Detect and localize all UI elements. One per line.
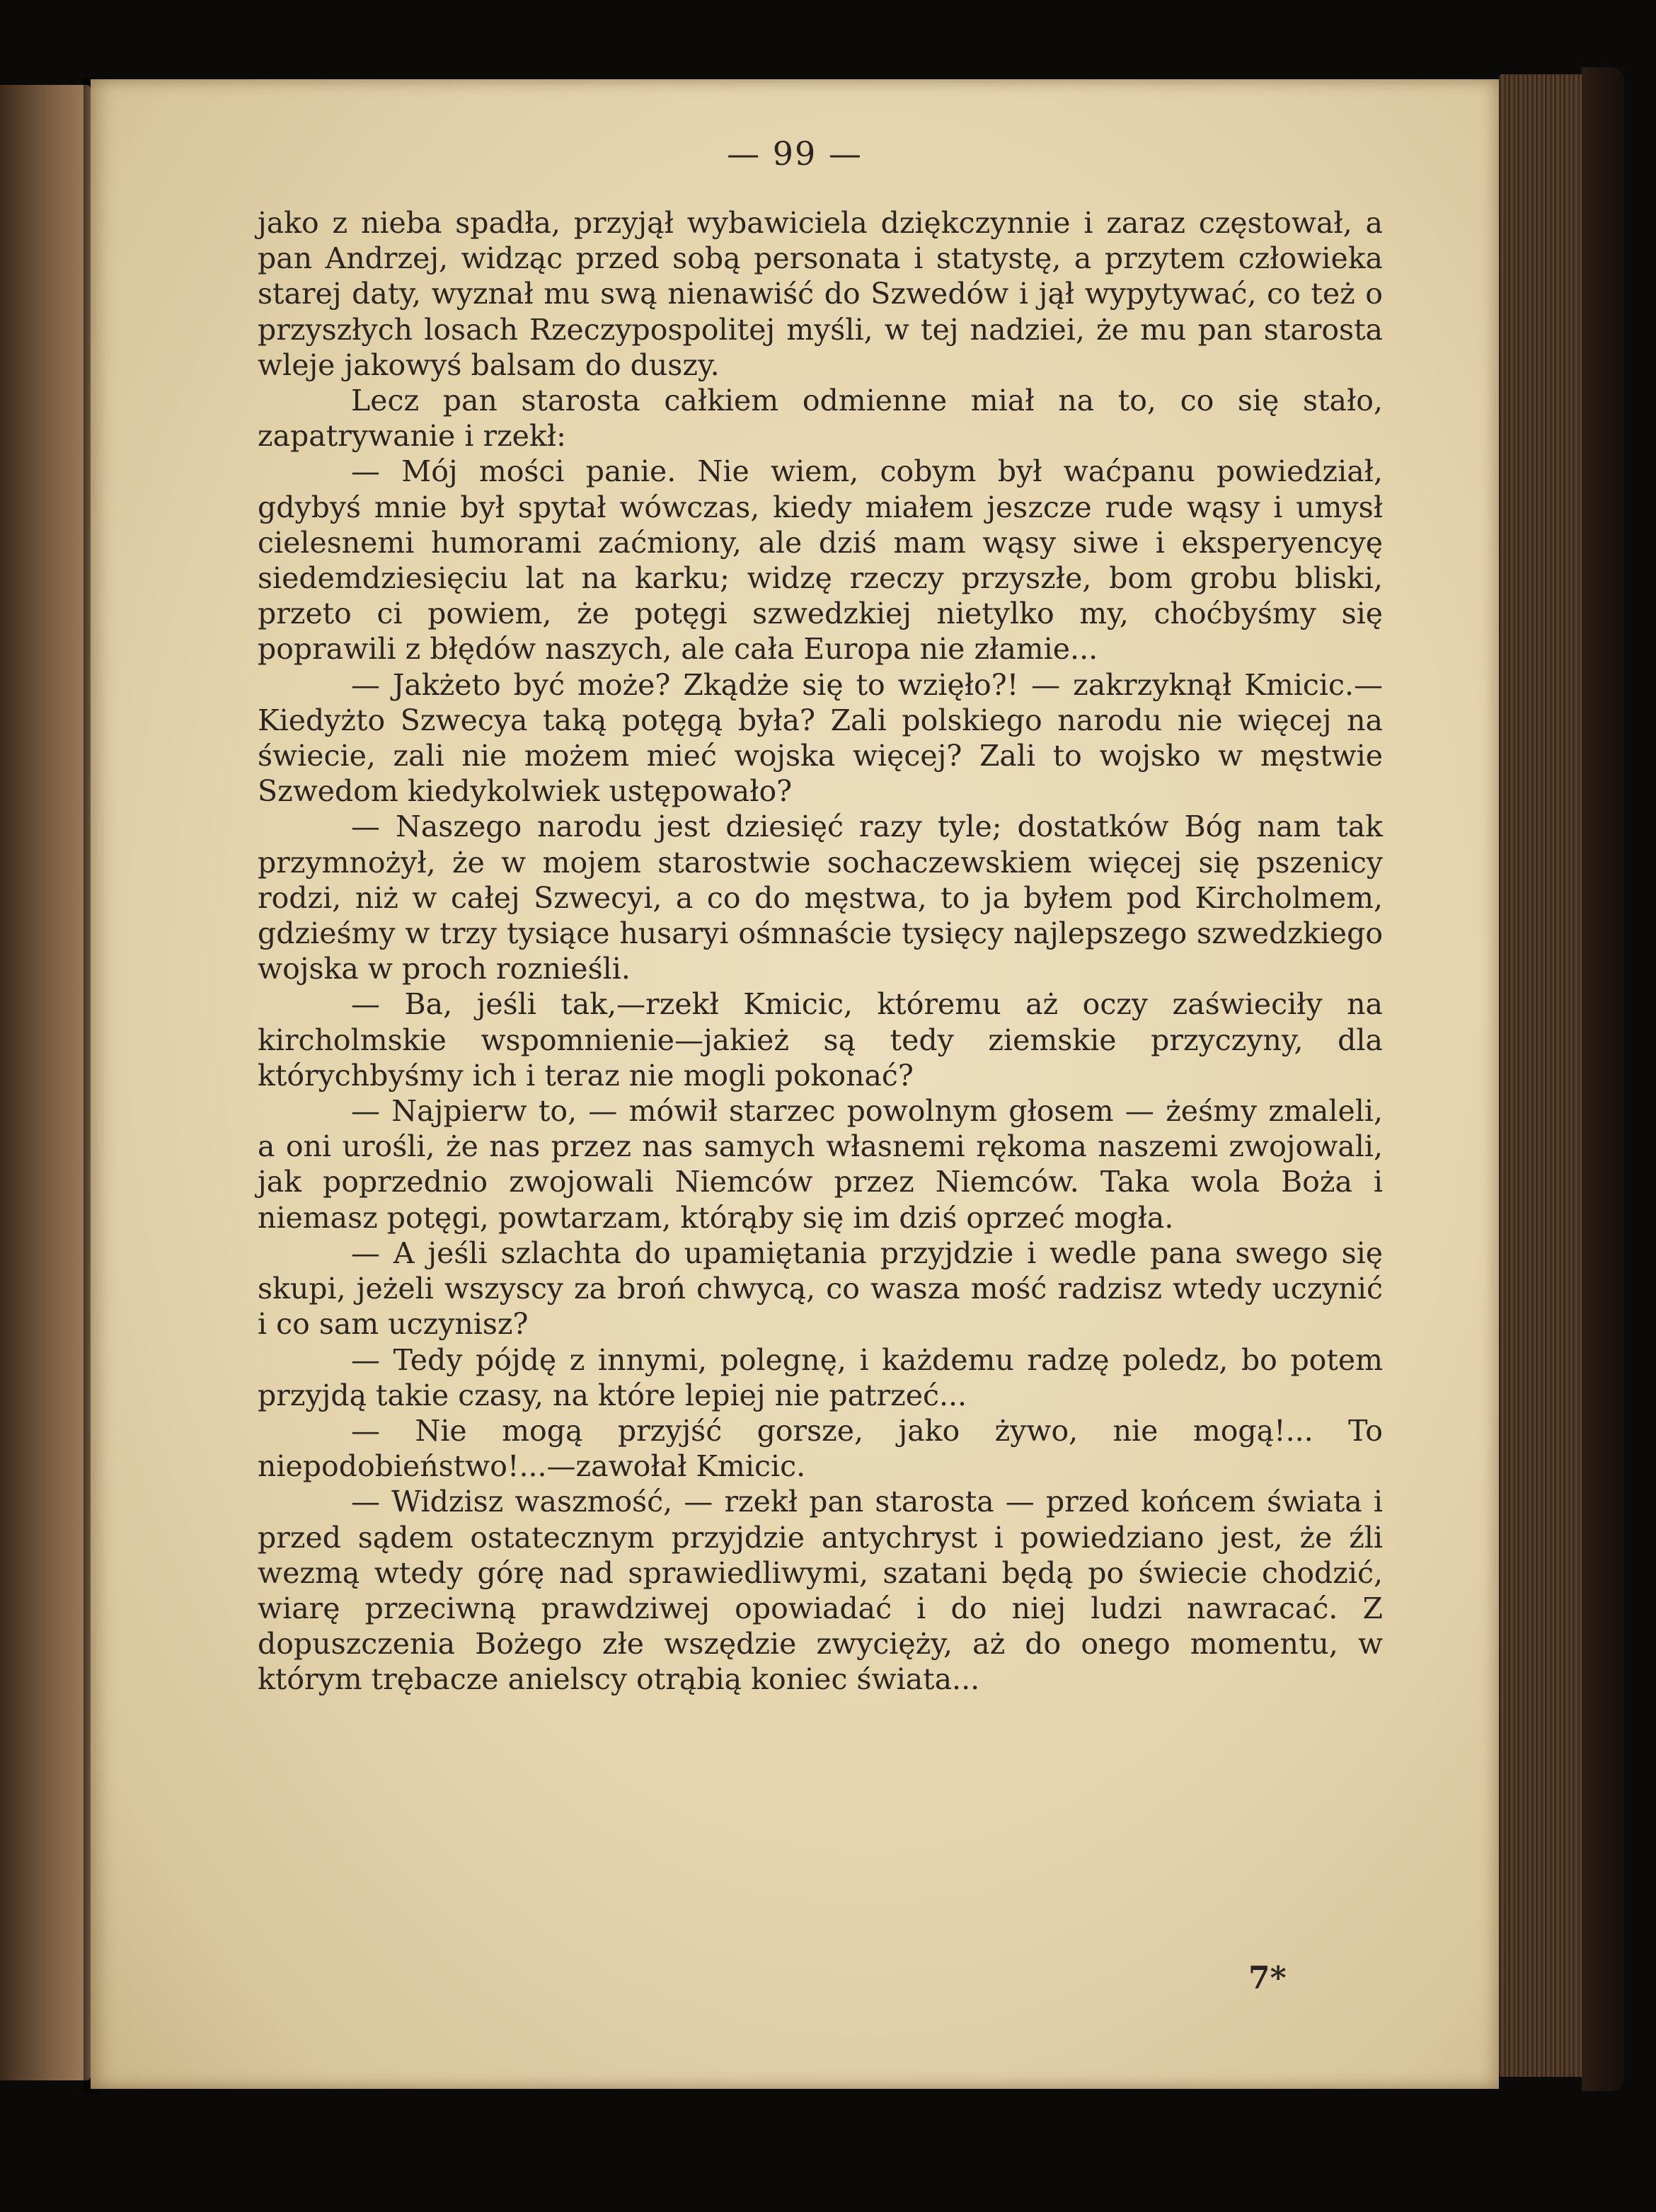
paragraph: — Tedy pójdę z innymi, polegnę, i każdemu radzę poledz, bo potem przyjdą takie czasy, na które lepiej nie patrzeć...: [258, 1342, 1383, 1412]
paragraph: — Najpierw to, — mówił starzec powolnym głosem — żeśmy zmaleli, a oni urośli, że nas przez nas samych własnemi rękoma naszemi zwojowali, jak poprzednio zwojowali Niemców przez Niemców. Taka wola Boża i niemasz potęgi, powtarzam, którąby się im dziś oprzeć mogła.: [258, 1094, 1383, 1235]
paragraph: jako z nieba spadła, przyjął wybawiciela dziękczynnie i zaraz częstował, a pan Andrzej, widząc przed sobą personata i statystę, a przytem człowieka starej daty, wyznał mu swą nienawiść do Szwedów i jął wypytywać, co też o przyszłych losach Rzeczypospolitej myśli, w tej nadziei, że mu pan starosta wleje jakowyś balsam do duszy.: [258, 206, 1383, 382]
paragraph: — Widzisz waszmość, — rzekł pan starosta — przed końcem świata i przed sądem ostatecznym przyjdzie antychryst i powiedziano jest, że źli wezmą wtedy górę nad sprawiedliwymi, szatani będą po świecie chodzić, wiarę przeciwną prawdziwej opowiadać i do niej ludzi nawracać. Z dopuszczenia Bożego złe wszędzie zwycięży, aż do onego momentu, w którym trębacze anielscy otrąbią koniec świata...: [258, 1485, 1383, 1697]
book-cover-edge: [1582, 67, 1624, 2091]
previous-page-edge: [0, 85, 91, 2080]
paragraph: — Jakżeto być może? Zkądże się to wzięło?! — zakrzyknął Kmicic.—Kiedyżto Szwecya taką potęgą była? Zali polskiego narodu nie więcej na świecie, zali nie możem mieć wojska więcej? Zali to wojsko w męstwie Szwedom kiedykolwiek ustępowało?: [258, 667, 1383, 809]
paragraph: — Mój mości panie. Nie wiem, cobym był waćpanu powiedział, gdybyś mnie był spytał wówczas, kiedy miałem jeszcze rude wąsy i umysł cielesnemi humorami zaćmiony, ale dziś mam wąsy siwe i eksperyencyę siedemdziesięciu lat na karku; widzę rzeczy przyszłe, bom grobu bliski, przeto ci powiem, że potęgi szwedzkiej nietylko my, choćbyśmy się poprawili z błędów naszych, ale cała Europa nie złamie...: [258, 454, 1383, 667]
paragraph: — A jeśli szlachta do upamiętania przyjdzie i wedle pana swego się skupi, jeżeli wszyscy za broń chwycą, co wasza mość radzisz wtedy uczynić i co sam uczynisz?: [258, 1235, 1383, 1342]
page-number: — 99 —: [727, 134, 863, 173]
page-body: [258, 205, 1383, 1698]
book-page: [91, 79, 1499, 2089]
printer-signature-mark: 7*: [1248, 1960, 1287, 1996]
paragraph: — Naszego narodu jest dziesięć razy tyle; dostatków Bóg nam tak przymnożył, że w mojem starostwie sochaczewskiem więcej się pszenicy rodzi, niż w całej Szwecyi, a co do męstwa, to ja byłem pod Kircholmem, gdzieśmy w trzy tysiące husaryi ośmnaście tysięcy najlepszego szwedzkiego wojska w proch roznieśli.: [258, 810, 1383, 986]
paragraph: — Nie mogą przyjść gorsze, jako żywo, nie mogą!... To niepodobieństwo!...—zawołał Kmicic.: [258, 1413, 1383, 1484]
paragraph: — Ba, jeśli tak,—rzekł Kmicic, któremu aż oczy zaświeciły na kircholmskie wspomnienie—jakież są tedy ziemskie przyczyny, dla którychbyśmy ich i teraz nie mogli pokonać?: [258, 987, 1383, 1093]
paragraph: Lecz pan starosta całkiem odmienne miał na to, co się stało, zapatrywanie i rzekł:: [258, 384, 1383, 454]
